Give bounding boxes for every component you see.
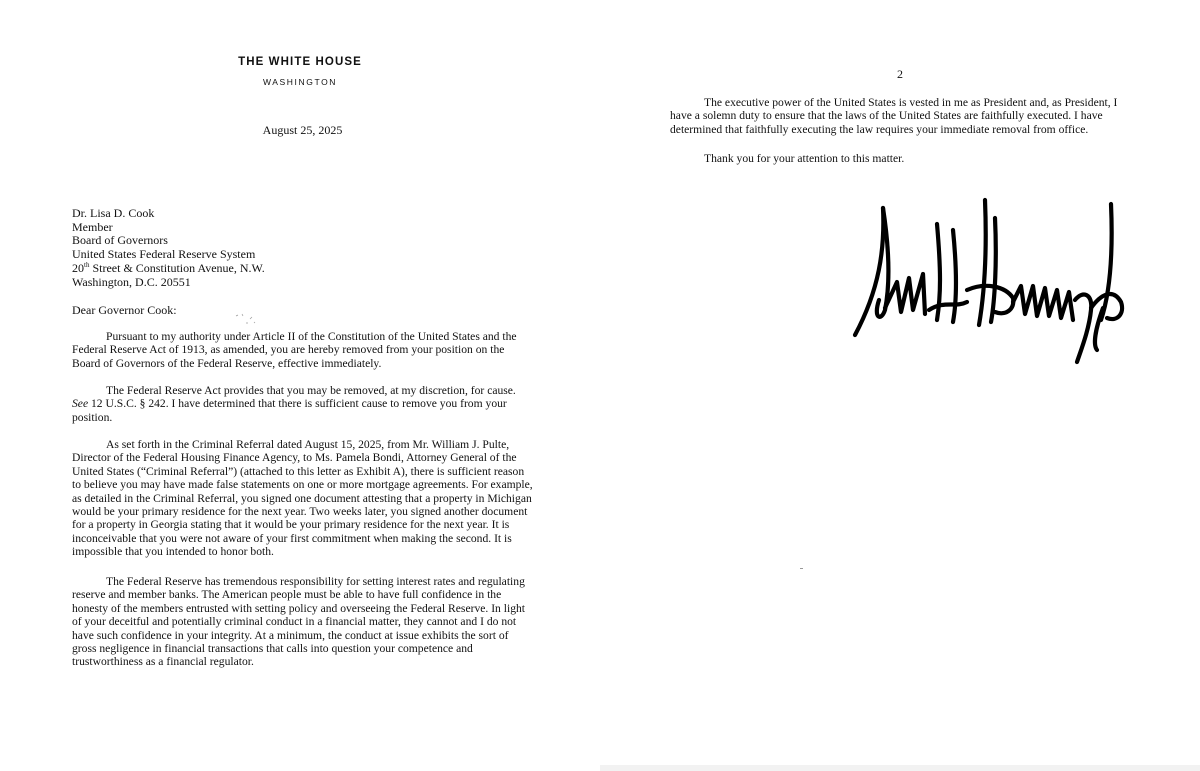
recipient-street xyxy=(72,262,265,276)
recipient-organization: United States Federal Reserve System xyxy=(72,247,256,262)
paragraph-criminal-referral: As set forth in the Criminal Referral dated August 15, 2025, from Mr. William J. Pulte, Director of the Federal Housing Finance Agency, to Ms. Pamela Bondi, Attorney General of the United States (“Criminal Referral”) (attached to this letter as Exhibit A), there is sufficient reason to believe you may have made false statements on one or more mortgage agreements. For example, as detailed in the Criminal Referral, you signed one document attesting that a property in Michigan would be your primary residence for the next year. Two weeks later, you signed another document for a property in Georgia stating that it would be your primary residence for the next year. It is inconceivable that you were not aware of your first commitment when making the second. It is impossible that you intended to honor both. xyxy=(72,438,533,559)
paragraph-closing: Thank you for your attention to this matter. xyxy=(704,152,905,165)
recipient-city: Washington, D.C. 20551 xyxy=(72,274,191,289)
handwritten-signature xyxy=(845,190,1135,370)
recipient-role: Member xyxy=(72,219,113,234)
street-rest: Street & Constitution Avenue, N.W. xyxy=(89,260,265,275)
letter-date: August 25, 2025 xyxy=(262,123,343,137)
street-number: 20 xyxy=(72,260,84,275)
recipient-board: Board of Governors xyxy=(72,233,168,248)
recipient-name: Dr. Lisa D. Cook xyxy=(72,206,155,220)
street-suffix: th xyxy=(84,260,90,269)
p2-see-signal: See xyxy=(72,397,89,411)
recipient-address xyxy=(72,207,265,289)
p2-before: The Federal Reserve Act provides that you may be removed, at my discretion, for cause. xyxy=(106,384,516,397)
paragraph-executive-power: The executive power of the United States is vested in me as President and, as President, I have a solemn duty to ensure that the laws of the United States are faithfully executed. I have determined that faithfully executing the law requires your immediate removal from office. xyxy=(670,96,1118,136)
salutation: Dear Governor Cook: xyxy=(72,303,177,317)
paragraph-responsibility: The Federal Reserve has tremendous responsibility for setting interest rates and regulating reserve and member banks. The American people must be able to have full confidence in the honesty of the members entrusted with setting policy and overseeing the Federal Reserve. In light of your deceitful and potentially criminal conduct in a financial matter, they cannot and I do not have such confidence in your integrity. At a minimum, the conduct at issue exhibits the sort of gross negligence in financial transactions that calls into question your competence and trustworthiness as a financial regulator. xyxy=(72,575,526,669)
p2-after: 12 U.S.C. § 242. I have determined that there is sufficient cause to remove you from your position. xyxy=(72,397,507,424)
paragraph-removal-authority: Pursuant to my authority under Article II of the Constitution of the United States and the Federal Reserve Act of 1913, as amended, you are hereby removed from your position on the Board of Governors of the Federal Reserve, effective immediately. xyxy=(72,330,517,370)
letterhead-subtitle: WASHINGTON xyxy=(262,77,338,87)
scan-dot xyxy=(800,568,803,569)
paragraph-cause xyxy=(72,384,534,424)
page-number: 2 xyxy=(897,67,903,81)
letter-page-2 xyxy=(600,0,1200,771)
scan-artifact-mark xyxy=(228,310,264,330)
letterhead-title: THE WHITE HOUSE xyxy=(238,56,362,68)
